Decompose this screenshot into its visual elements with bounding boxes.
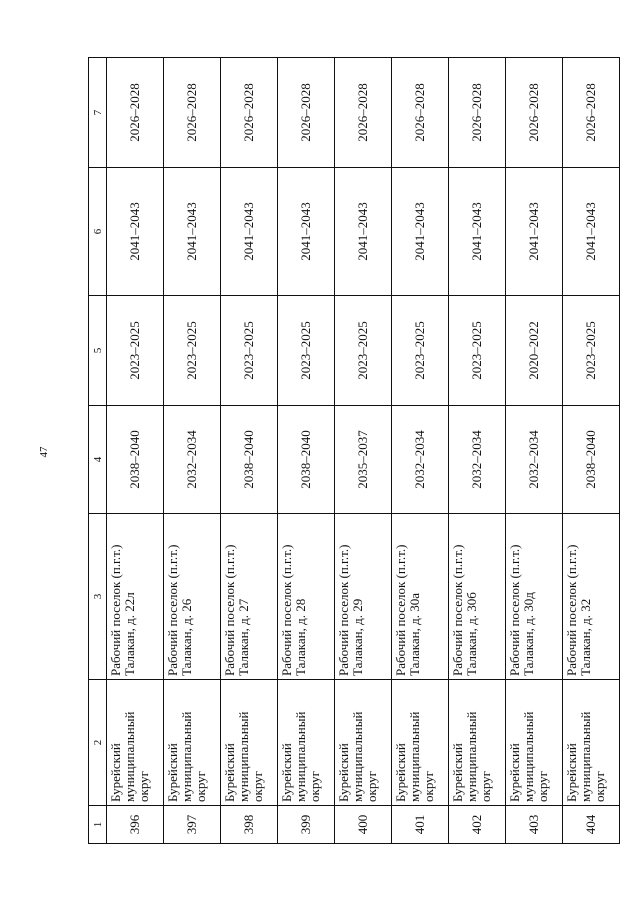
address-cell: Рабочий поселок (п.г.т.) Талакан, д. 30б bbox=[449, 514, 506, 680]
municipality-cell: Бурейский муниципальный округ bbox=[164, 680, 221, 806]
period-cell-col4: 2035–2037 bbox=[335, 406, 392, 514]
period-cell-col4: 2038–2040 bbox=[278, 406, 335, 514]
address-cell: Рабочий поселок (п.г.т.) Талакан, д. 29 bbox=[335, 514, 392, 680]
period-cell-col6: 2041–2043 bbox=[164, 168, 221, 296]
table-row bbox=[335, 58, 392, 844]
column-header-1: 1 bbox=[89, 806, 107, 844]
period-cell-col5: 2023–2025 bbox=[563, 296, 620, 406]
row-number: 404 bbox=[563, 806, 620, 844]
address-cell: Рабочий поселок (п.г.т.) Талакан, д. 32 bbox=[563, 514, 620, 680]
period-cell-col5: 2023–2025 bbox=[392, 296, 449, 406]
municipality-cell: Бурейский муниципальный округ bbox=[506, 680, 563, 806]
period-cell-col4: 2038–2040 bbox=[107, 406, 164, 514]
period-cell-col6: 2041–2043 bbox=[506, 168, 563, 296]
period-cell-col6: 2041–2043 bbox=[107, 168, 164, 296]
table-row bbox=[164, 58, 221, 844]
table-row bbox=[449, 58, 506, 844]
municipality-cell: Бурейский муниципальный округ bbox=[563, 680, 620, 806]
address-cell: Рабочий поселок (п.г.т.) Талакан, д. 30д bbox=[506, 514, 563, 680]
period-cell-col5: 2020–2022 bbox=[506, 296, 563, 406]
row-number: 398 bbox=[221, 806, 278, 844]
row-number: 397 bbox=[164, 806, 221, 844]
municipality-cell: Бурейский муниципальный округ bbox=[392, 680, 449, 806]
period-cell-col5: 2023–2025 bbox=[335, 296, 392, 406]
table-row bbox=[107, 58, 164, 844]
period-cell-col5: 2023–2025 bbox=[449, 296, 506, 406]
period-cell-col6: 2041–2043 bbox=[449, 168, 506, 296]
period-cell-col4: 2038–2040 bbox=[221, 406, 278, 514]
period-cell-col6: 2041–2043 bbox=[563, 168, 620, 296]
municipality-cell: Бурейский муниципальный округ bbox=[221, 680, 278, 806]
period-cell-col7: 2026–2028 bbox=[278, 58, 335, 168]
period-cell-col4: 2032–2034 bbox=[449, 406, 506, 514]
period-cell-col7: 2026–2028 bbox=[506, 58, 563, 168]
address-cell: Рабочий поселок (п.г.т.) Талакан, д. 28 bbox=[278, 514, 335, 680]
address-cell: Рабочий поселок (п.г.т.) Талакан, д. 30а bbox=[392, 514, 449, 680]
period-cell-col6: 2041–2043 bbox=[221, 168, 278, 296]
column-header-4: 4 bbox=[89, 406, 107, 514]
address-cell: Рабочий поселок (п.г.т.) Талакан, д. 22л bbox=[107, 514, 164, 680]
column-header-3: 3 bbox=[89, 514, 107, 680]
table-row bbox=[278, 58, 335, 844]
period-cell-col5: 2023–2025 bbox=[164, 296, 221, 406]
column-header-5: 5 bbox=[89, 296, 107, 406]
table-row bbox=[563, 58, 620, 844]
period-cell-col6: 2041–2043 bbox=[335, 168, 392, 296]
period-cell-col7: 2026–2028 bbox=[563, 58, 620, 168]
schedule-table bbox=[88, 57, 620, 844]
page-number: 47 bbox=[38, 446, 50, 458]
period-cell-col4: 2038–2040 bbox=[563, 406, 620, 514]
municipality-cell: Бурейский муниципальный округ bbox=[335, 680, 392, 806]
period-cell-col4: 2032–2034 bbox=[506, 406, 563, 514]
table-row bbox=[221, 58, 278, 844]
period-cell-col7: 2026–2028 bbox=[221, 58, 278, 168]
period-cell-col5: 2023–2025 bbox=[107, 296, 164, 406]
row-number: 400 bbox=[335, 806, 392, 844]
period-cell-col7: 2026–2028 bbox=[392, 58, 449, 168]
table-row bbox=[506, 58, 563, 844]
address-cell: Рабочий поселок (п.г.т.) Талакан, д. 26 bbox=[164, 514, 221, 680]
period-cell-col7: 2026–2028 bbox=[335, 58, 392, 168]
column-header-7: 7 bbox=[89, 58, 107, 168]
period-cell-col5: 2023–2025 bbox=[221, 296, 278, 406]
row-number: 396 bbox=[107, 806, 164, 844]
period-cell-col6: 2041–2043 bbox=[278, 168, 335, 296]
row-number: 403 bbox=[506, 806, 563, 844]
period-cell-col7: 2026–2028 bbox=[107, 58, 164, 168]
period-cell-col4: 2032–2034 bbox=[392, 406, 449, 514]
period-cell-col6: 2041–2043 bbox=[392, 168, 449, 296]
row-number: 401 bbox=[392, 806, 449, 844]
period-cell-col4: 2032–2034 bbox=[164, 406, 221, 514]
column-header-6: 6 bbox=[89, 168, 107, 296]
period-cell-col5: 2023–2025 bbox=[278, 296, 335, 406]
municipality-cell: Бурейский муниципальный округ bbox=[449, 680, 506, 806]
column-number-row bbox=[89, 58, 107, 844]
municipality-cell: Бурейский муниципальный округ bbox=[278, 680, 335, 806]
period-cell-col7: 2026–2028 bbox=[164, 58, 221, 168]
table-row bbox=[392, 58, 449, 844]
address-cell: Рабочий поселок (п.г.т.) Талакан, д. 27 bbox=[221, 514, 278, 680]
row-number: 399 bbox=[278, 806, 335, 844]
schedule-table-wrapper bbox=[88, 58, 606, 844]
row-number: 402 bbox=[449, 806, 506, 844]
column-header-2: 2 bbox=[89, 680, 107, 806]
period-cell-col7: 2026–2028 bbox=[449, 58, 506, 168]
municipality-cell: Бурейский муниципальный округ bbox=[107, 680, 164, 806]
